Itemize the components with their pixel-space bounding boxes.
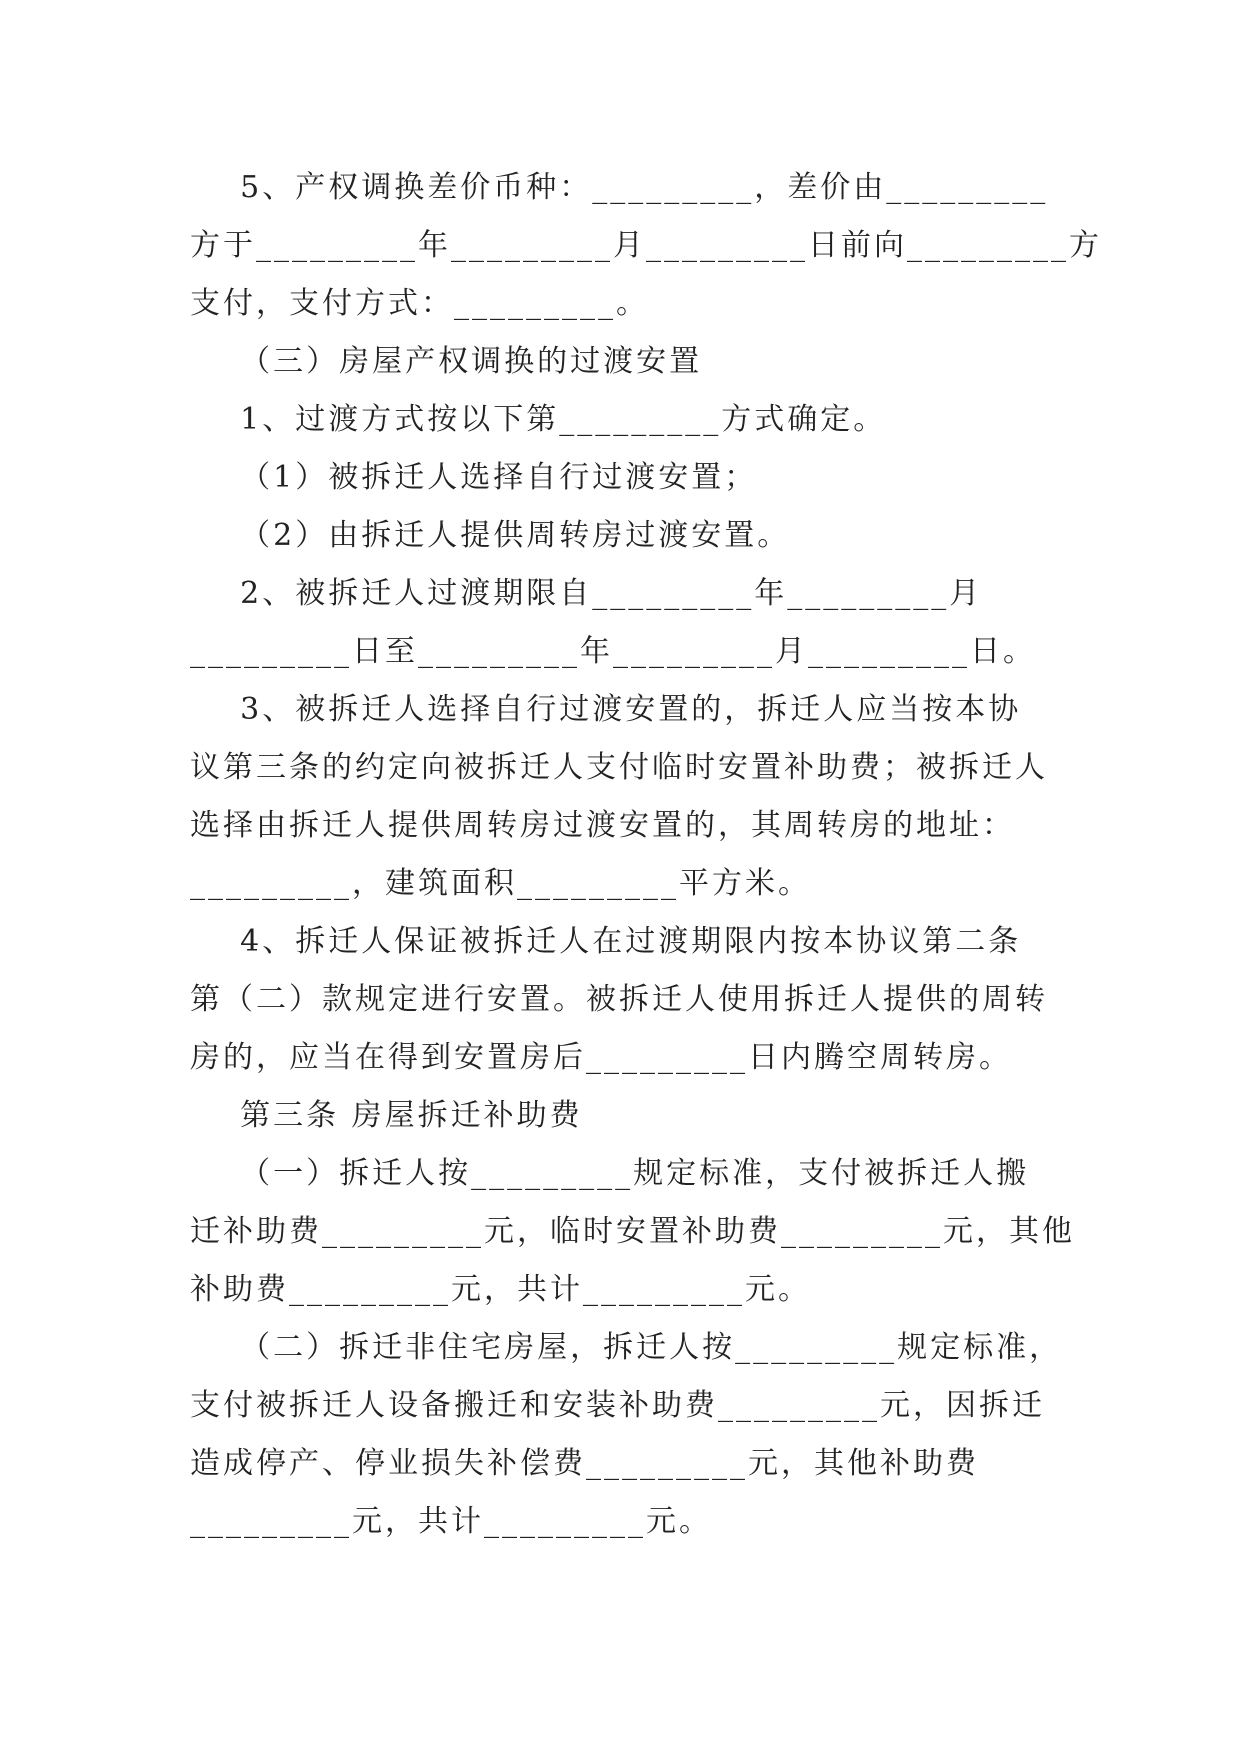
paragraph-line: 迁补助费_________元，临时安置补助费_________元，其他 — [190, 1214, 1075, 1249]
paragraph-line: 5、产权调换差价币种：_________，差价由_________ — [190, 170, 1049, 205]
paragraph-line: 房的，应当在得到安置房后_________日内腾空周转房。 — [190, 1040, 1012, 1075]
paragraph-line: 4、拆迁人保证被拆迁人在过渡期限内按本协议第二条 — [190, 924, 1022, 959]
paragraph-line: 3、被拆迁人选择自行过渡安置的，拆迁人应当按本协 — [190, 692, 1022, 727]
paragraph-line: 选择由拆迁人提供周转房过渡安置的，其周转房的地址： — [190, 808, 1015, 843]
paragraph-line: 第（二）款规定进行安置。被拆迁人使用拆迁人提供的周转 — [190, 982, 1048, 1017]
paragraph-line: 补助费_________元，共计_________元。 — [190, 1272, 811, 1307]
paragraph-line: 造成停产、停业损失补偿费_________元，其他补助费 — [190, 1446, 979, 1481]
paragraph-line: （二）拆迁非住宅房屋，拆迁人按_________规定标准， — [190, 1330, 1063, 1365]
paragraph-line: 支付，支付方式：_________。 — [190, 286, 649, 321]
paragraph-line: _________元，共计_________元。 — [190, 1504, 712, 1539]
paragraph-line: 支付被拆迁人设备搬迁和安装补助费_________元，因拆迁 — [190, 1388, 1045, 1423]
paragraph-line: _________，建筑面积_________平方米。 — [190, 866, 811, 901]
paragraph-line: （2）由拆迁人提供周转房过渡安置。 — [190, 518, 791, 553]
paragraph-line: （一）拆迁人按_________规定标准，支付被拆迁人搬 — [190, 1156, 1030, 1191]
paragraph-line: 1、过渡方式按以下第_________方式确定。 — [190, 402, 887, 437]
paragraph-line: 2、被拆迁人过渡期限自_________年_________月 — [190, 576, 983, 611]
section-heading: 第三条 房屋拆迁补助费 — [190, 1098, 583, 1133]
paragraph-line: _________日至_________年_________月_________日。 — [190, 634, 1036, 669]
section-heading: （三）房屋产权调换的过渡安置 — [190, 344, 703, 379]
paragraph-line: 方于_________年_________月_________日前向_________方 — [190, 228, 1102, 263]
paragraph-line: （1）被拆迁人选择自行过渡安置； — [190, 460, 758, 495]
paragraph-line: 议第三条的约定向被拆迁人支付临时安置补助费；被拆迁人 — [190, 750, 1048, 785]
